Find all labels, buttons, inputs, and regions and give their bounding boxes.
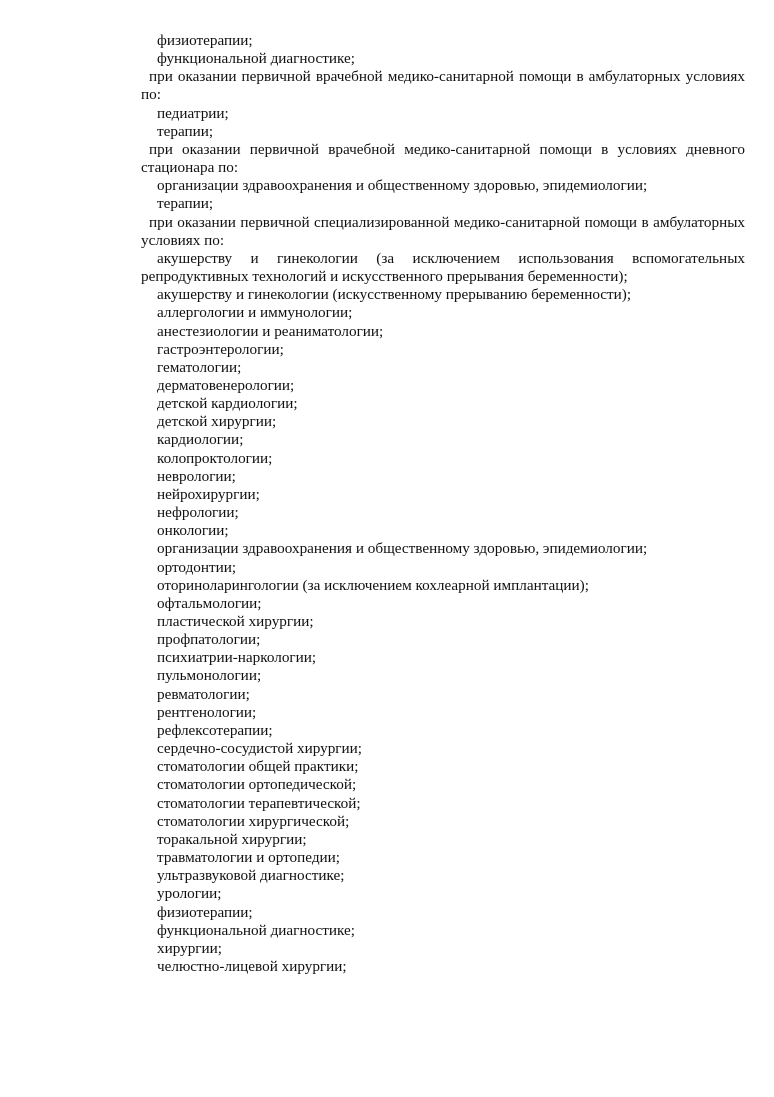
list-item: гематологии; [157,358,242,376]
list-item: сердечно-сосудистой хирургии; [157,740,363,758]
document-page [141,32,745,976]
list-item: хирургии; [157,939,223,957]
list-item: челюстно-лицевой хирургии; [157,957,347,975]
list-item: рефлексотерапии; [157,721,273,739]
list-item: рентгенологии; [157,703,257,721]
list-item: психиатрии-наркологии; [157,649,317,667]
list-item: ультразвуковой диагностике; [157,867,345,885]
section-heading-paragraph: при оказании первичной врачебной медико-санитарной помощи в амбулаторных условиях по: [141,68,745,104]
list-item: детской кардиологии; [157,395,298,413]
list-item: нейрохирургии; [157,485,260,503]
list-item: торакальной хирургии; [157,830,307,848]
list-item: стоматологии терапевтической; [157,794,361,812]
list-item: стоматологии ортопедической; [157,776,357,794]
list-item: акушерству и гинекологии (за исключением использования вспомогательных репродуктивных технологий и искусственного прерывания беременности); [141,249,745,286]
list-item: организации здравоохранения и общественному здоровью, эпидемиологии; [157,540,648,558]
list-item: терапии; [157,122,214,140]
list-item: анестезиологии и реаниматологии; [157,322,384,340]
list-item: пульмонологии; [157,667,262,685]
list-item: терапии; [157,195,214,213]
list-item: ортодонтии; [157,558,237,576]
list-item: профпатологии; [157,631,261,649]
list-item: детской хирургии; [157,413,277,431]
list-item: онкологии; [157,522,229,540]
list-item: организации здравоохранения и общественному здоровью, эпидемиологии; [157,177,648,195]
list-item: физиотерапии; [157,903,253,921]
section-heading-paragraph: при оказании первичной специализированной медико-санитарной помощи в амбулаторных условиях по: [141,213,745,249]
list-item: офтальмологии; [157,594,262,612]
list-item: функциональной диагностике; [157,50,355,68]
list-item: физиотерапии; [157,32,253,49]
list-item: оториноларингологии (за исключением кохлеарной имплантации); [157,576,589,594]
list-item: колопроктологии; [157,449,273,467]
list-item: неврологии; [157,467,236,485]
list-item: стоматологии общей практики; [157,758,359,776]
list-item: функциональной диагностике; [157,921,355,939]
list-item: пластической хирургии; [157,613,314,630]
section-heading-paragraph: при оказании первичной врачебной медико-санитарной помощи в условиях дневного стационара по: [141,140,745,177]
list-item: нефрологии; [157,504,239,522]
list-item: акушерству и гинекологии (искусственному прерыванию беременности); [157,286,632,304]
list-item: стоматологии хирургической; [157,812,350,830]
list-item: травматологии и ортопедии; [157,849,341,867]
list-item: урологии; [157,885,222,903]
list-item: кардиологии; [157,431,244,449]
list-item: педиатрии; [157,104,229,122]
list-item: дерматовенерологии; [157,376,295,394]
list-item: ревматологии; [157,685,250,703]
list-item: аллергологии и иммунологии; [157,304,353,322]
list-item: гастроэнтерологии; [157,340,284,358]
